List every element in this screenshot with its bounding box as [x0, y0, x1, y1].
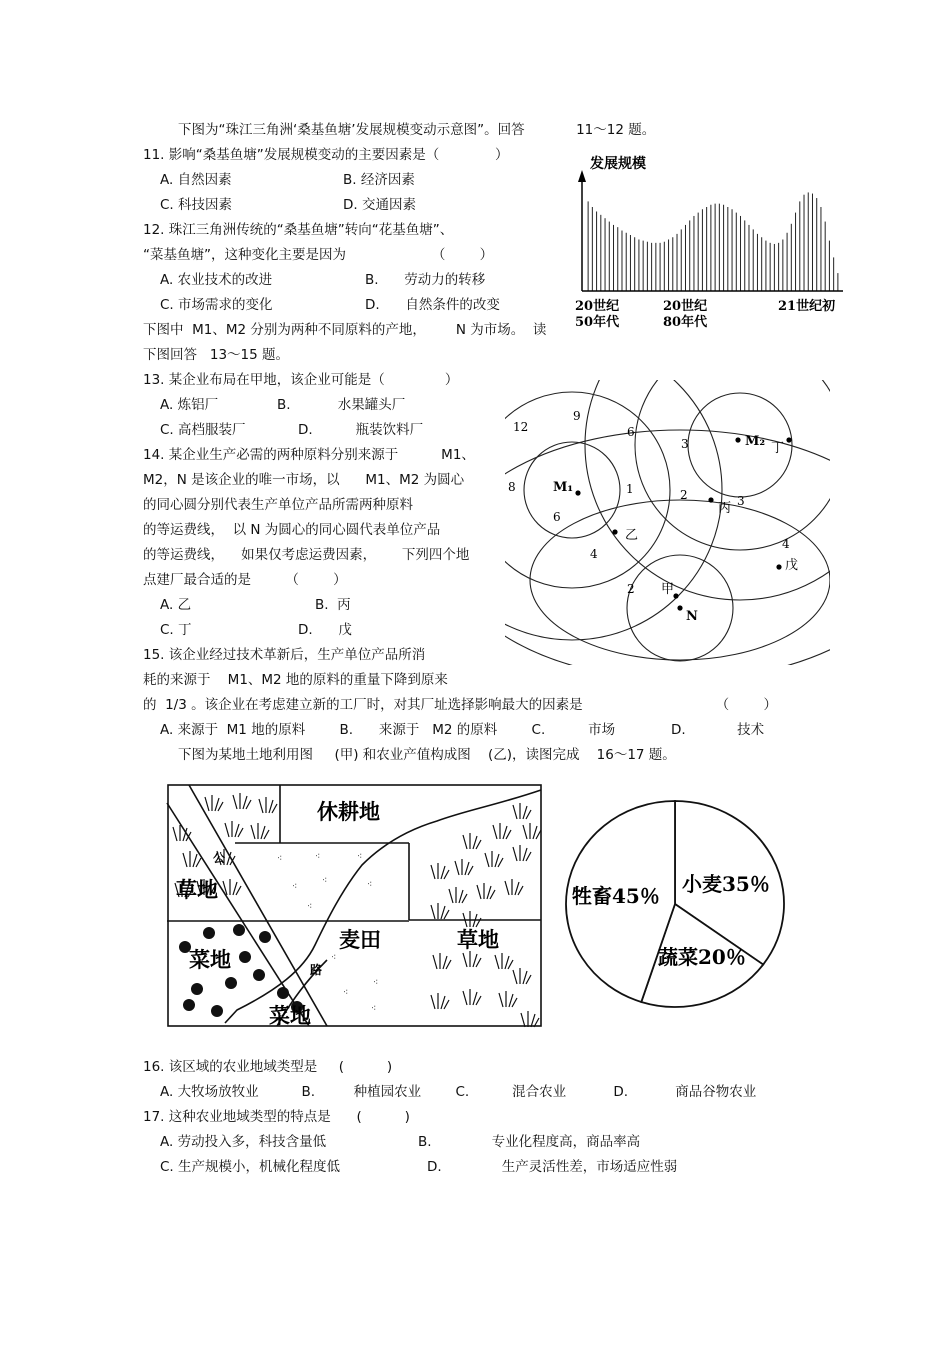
- vegetable-symbol: [239, 951, 251, 963]
- region-grassland-right: 草地: [457, 927, 499, 952]
- grass-symbol: [223, 879, 241, 895]
- grass-symbol: [431, 993, 449, 1009]
- region-vegetable-bottom: 菜地: [269, 1003, 311, 1028]
- option-14b: B. 丙: [315, 597, 351, 613]
- question-14-l2: M2，N 是该企业的唯一市场，以 M1、M2 为圆心: [143, 472, 465, 488]
- options-15: A. 来源于 M1 地的原料 B. 来源于 M2 的原料 C. 市场 D. 技术: [160, 722, 765, 738]
- option-17d: D. 生产灵活性差，市场适应性弱: [427, 1159, 678, 1175]
- wheat-symbol: ⁖: [371, 1004, 377, 1014]
- isoline-num: 3: [737, 494, 745, 508]
- wheat-symbol: ⁖: [307, 902, 313, 912]
- intro-13-15-cont: 下图回答 13～15 题。: [143, 347, 290, 363]
- development-scale-chart: [560, 150, 850, 335]
- question-17: 17. 这种农业地域类型的特点是 ( ): [143, 1109, 410, 1125]
- grass-symbol: [455, 859, 473, 875]
- x-tick-label: 80年代: [663, 315, 708, 330]
- intro-13-15: 下图中 M1、M2 分别为两种不同原料的产地， N 为市场。 读: [143, 322, 547, 338]
- region-wheat: 麦田: [339, 927, 381, 952]
- label-wu: 戊: [785, 558, 799, 573]
- option-14c: C. 丁: [160, 622, 192, 638]
- point-n: [677, 605, 682, 610]
- region-road-label-1: 公: [213, 851, 226, 865]
- pie-label-wheat: 小麦35％: [682, 872, 770, 896]
- vegetable-symbol: [225, 977, 237, 989]
- chart-bars: [588, 192, 838, 291]
- option-12a: A. 农业技术的改进: [160, 272, 273, 288]
- isoline-num: 4: [590, 547, 598, 561]
- grass-symbol: [449, 887, 467, 903]
- n-ellipse-2: [530, 500, 830, 660]
- options-16: A. 大牧场放牧业 B. 种植园农业 C. 混合农业 D. 商品谷物农业: [160, 1084, 757, 1100]
- question-14: 14. 某企业生产必需的两种原料分别来源于 M1、: [143, 447, 475, 463]
- grass-symbol: [493, 823, 511, 839]
- grass-symbol: [233, 793, 251, 809]
- grass-symbol: [495, 953, 513, 969]
- option-17b: B. 专业化程度高，商品率高: [418, 1134, 641, 1150]
- option-12b: B. 劳动力的转移: [365, 272, 486, 288]
- label-m2: M₂: [745, 434, 766, 449]
- option-14a: A. 乙: [160, 597, 192, 613]
- option-13b: B. 水果罐头厂: [277, 397, 406, 413]
- question-16: 16. 该区域的农业地域类型是 ( ): [143, 1059, 393, 1075]
- m2-circle-3: [585, 290, 895, 600]
- isoline-num: 1: [626, 482, 634, 496]
- vegetable-symbol: [253, 969, 265, 981]
- vegetable-symbol: [211, 1005, 223, 1017]
- option-11d: D. 交通因素: [343, 197, 416, 213]
- question-13: 13. 某企业布局在甲地，该企业可能是（ ）: [143, 372, 459, 388]
- grass-symbol: [431, 863, 449, 879]
- question-15-l3: 的 1/3 。该企业在考虑建立新的工厂时，对其厂址选择影响最大的因素是 （ ）: [143, 697, 777, 713]
- label-ding: 丁: [771, 441, 785, 456]
- wheat-symbol: ⁖: [343, 988, 349, 998]
- wheat-symbol: ⁖: [357, 852, 363, 862]
- wheat-symbol: ⁖: [292, 882, 298, 892]
- grass-symbol: [463, 911, 481, 927]
- isoline-num: 2: [680, 488, 688, 502]
- x-tick-label: 21世纪初: [778, 299, 836, 314]
- point-yi: [612, 529, 617, 534]
- vegetable-symbol: [191, 983, 203, 995]
- option-13d: D. 瓶装饮料厂: [298, 422, 424, 438]
- isoline-num: 8: [508, 480, 516, 494]
- point-ding: [786, 437, 791, 442]
- region-road-label-2: 路: [310, 963, 323, 977]
- intro-16-17: 下图为某地土地利用图 (甲) 和农业产值构成图 (乙)，读图完成 16～17 题。: [178, 747, 676, 763]
- vegetable-symbol: [277, 987, 289, 999]
- region-grassland-left: 草地: [176, 877, 218, 902]
- label-yi: 乙: [625, 528, 639, 543]
- question-14-l3: 的同心圆分别代表生产单位产品所需两种原料: [143, 497, 413, 513]
- m2-circle-2: [635, 340, 845, 550]
- land-use-map: [167, 785, 543, 1027]
- question-14-l6: 点建厂最合适的是 （ ）: [143, 572, 347, 588]
- y-axis-arrow: [578, 170, 586, 182]
- freight-isoline-map: [505, 380, 830, 665]
- x-tick-label: 20世纪: [575, 299, 620, 314]
- isoline-num: 12: [513, 420, 529, 434]
- option-14d: D. 戊: [298, 622, 352, 638]
- pie-label-livestock: 牲畜45％: [572, 884, 660, 908]
- grass-symbol: [513, 845, 531, 861]
- grass-symbol: [251, 823, 269, 839]
- x-tick-labels: [575, 298, 835, 330]
- grass-symbol: [505, 879, 523, 895]
- grass-symbol: [259, 797, 277, 813]
- question-14-l5: 的等运费线， 如果仅考虑运费因素， 下列四个地: [143, 547, 470, 563]
- wheat-symbol: ⁖: [315, 852, 321, 862]
- question-12: 12. 珠江三角洲传统的“桑基鱼塘”转向“花基鱼塘”、: [143, 222, 454, 238]
- pie-label-vegetable: 蔬菜20％: [658, 945, 746, 969]
- wheat-symbol: ⁖: [331, 953, 337, 963]
- option-13a: A. 炼铝厂: [160, 397, 219, 413]
- isoline-num: 2: [627, 582, 635, 596]
- grass-symbol: [523, 823, 541, 839]
- vegetable-symbol: [233, 924, 245, 936]
- x-tick-label: 20世纪: [663, 299, 708, 314]
- grass-symbol: [431, 903, 449, 919]
- grass-symbol: [477, 883, 495, 899]
- x-tick-label: 50年代: [575, 315, 620, 330]
- grass-symbol: [463, 989, 481, 1005]
- question-14-l4: 的等运费线， 以 N 为圆心的同心圆代表单位产品: [143, 522, 441, 538]
- grass-symbol: [463, 833, 481, 849]
- wheat-symbol: ⁖: [367, 880, 373, 890]
- grass-symbol: [433, 953, 451, 969]
- grass-symbol: [205, 795, 223, 811]
- region-fallow: 休耕地: [317, 799, 380, 824]
- grass-symbol: [513, 968, 531, 984]
- intro-11-12: 下图为“珠江三角洲‘桑基鱼塘’发展规模变动示意图”。回答 11～12 题。: [178, 122, 656, 138]
- output-value-pie: [560, 797, 790, 1017]
- label-m1: M₁: [553, 480, 574, 495]
- option-17a: A. 劳动投入多，科技含量低: [160, 1134, 327, 1150]
- question-11: 11. 影响“桑基鱼塘”发展规模变动的主要因素是（ ）: [143, 147, 509, 163]
- label-bing: 丙: [718, 501, 732, 516]
- wheat-symbol: ⁖: [322, 876, 328, 886]
- isoline-num: 3: [681, 437, 689, 451]
- question-15-l2: 耗的来源于 M1、M2 地的原料的重量下降到原来: [143, 672, 448, 688]
- grass-symbol: [499, 991, 517, 1007]
- point-wu: [776, 564, 781, 569]
- point-jia: [673, 593, 678, 598]
- option-13c: C. 高档服装厂: [160, 422, 246, 438]
- grass-symbol: [521, 1011, 539, 1027]
- isoline-num: 6: [627, 425, 635, 439]
- isoline-num: 9: [573, 409, 581, 423]
- option-11a: A. 自然因素: [160, 172, 232, 188]
- wheat-symbol: ⁖: [373, 978, 379, 988]
- region-vegetable-left: 菜地: [189, 947, 231, 972]
- vegetable-symbol: [203, 927, 215, 939]
- point-m2: [735, 437, 740, 442]
- grass-symbol: [485, 851, 503, 867]
- vegetable-symbol: [259, 931, 271, 943]
- isoline-num: 6: [553, 510, 561, 524]
- label-n: N: [686, 609, 698, 624]
- label-jia: 甲: [661, 582, 675, 597]
- wheat-symbol: ⁖: [277, 854, 283, 864]
- option-12c: C. 市场需求的变化: [160, 297, 273, 313]
- y-axis-label: 发展规模: [590, 156, 646, 172]
- vegetable-symbol: [183, 999, 195, 1011]
- question-12-cont: “菜基鱼塘”，这种变化主要是因为 （ ）: [143, 247, 494, 263]
- grass-symbol: [513, 803, 531, 819]
- point-m1: [575, 490, 580, 495]
- point-bing: [708, 497, 713, 502]
- option-11b: B. 经济因素: [343, 172, 415, 188]
- grass-symbol: [463, 951, 481, 967]
- option-17c: C. 生产规模小，机械化程度低: [160, 1159, 341, 1175]
- question-15: 15. 该企业经过技术革新后，生产单位产品所消: [143, 647, 426, 663]
- option-11c: C. 科技因素: [160, 197, 233, 213]
- isoline-num: 4: [782, 537, 790, 551]
- option-12d: D. 自然条件的改变: [365, 297, 500, 313]
- grass-symbol: [225, 821, 243, 837]
